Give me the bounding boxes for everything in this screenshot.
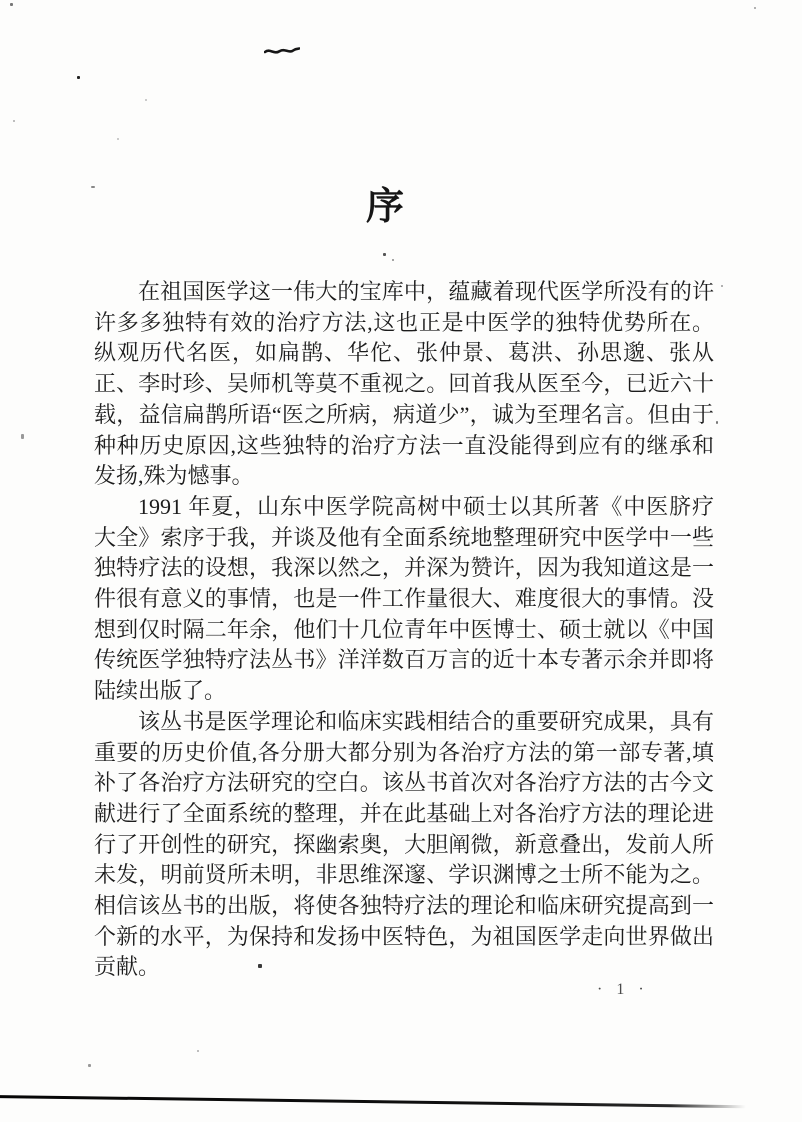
scan-speck xyxy=(13,120,15,122)
page-number: · 1 · xyxy=(597,981,649,998)
scan-speck xyxy=(258,964,262,968)
scan-speck xyxy=(721,285,723,287)
scan-speck xyxy=(197,1050,199,1052)
paragraph-3: 该丛书是医学理论和临床实践相结合的重要研究成果，具有重要的历史价值,各分册大都分别为各治疗方法的第一部专著,填补了各治疗方法研究的空白。该丛书首次对各治疗方法的古今文献进行了全面系统的整理，并在此基础上对各治疗方法的理论进行了开创性的研究，探幽索奥，大胆阐微，新意叠出，发前人所未发，明前贤所未明，非思维深邃、学识渊博之士所不能为之。相信该丛书的出版，将使各独特疗法的理论和临床研究提高到一个新的水平，为保持和发扬中医特色，为祖国医学走向世界做出贡献。 xyxy=(94,708,714,980)
scan-speck xyxy=(21,434,24,439)
scan-speck xyxy=(145,99,147,101)
scan-speck xyxy=(716,421,718,424)
scan-speck xyxy=(91,186,95,188)
scan-mark-squiggle-icon xyxy=(264,44,300,58)
scan-speck xyxy=(10,3,13,6)
paragraph-2: 1991 年夏，山东中医学院高树中硕士以其所著《中医脐疗大全》索序于我，并谈及他有全面系统地整理研究中医学中一些独特疗法的设想，我深以然之，并深为赞许，因为我知道这是一件很有意义的事情，也是一件工作量很大、难度很大的事情。没想到仅时隔二年余，他们十几位青年中医博士、硕士就以《中国传统医学独特疗法丛书》洋洋数百万言的近十本专著示余并即将陆续出版了。 xyxy=(94,493,714,704)
scan-edge-line xyxy=(0,1095,746,1108)
preface-body xyxy=(94,277,714,983)
scan-speck xyxy=(754,7,756,9)
scan-speck xyxy=(392,259,394,261)
scan-speck xyxy=(383,253,386,256)
scan-speck xyxy=(117,138,119,140)
scan-speck xyxy=(77,76,80,79)
scan-speck xyxy=(88,1064,91,1067)
paragraph-1: 在祖国医学这一伟大的宝库中，蕴藏着现代医学所没有的许许多多独特有效的治疗方法,这也正是中医学的独特优势所在。纵观历代名医，如扁鹊、华佗、张仲景、葛洪、孙思邈、张从正、李时珍、吴师机等莫不重视之。回首我从医至今，已近六十载，益信扁鹊所语“医之所病，病道少”，诚为至理名言。但由于种种历史原因,这些独特的治疗方法一直没能得到应有的继承和发扬,殊为憾事。 xyxy=(94,279,714,489)
page-title: 序 xyxy=(365,186,406,228)
